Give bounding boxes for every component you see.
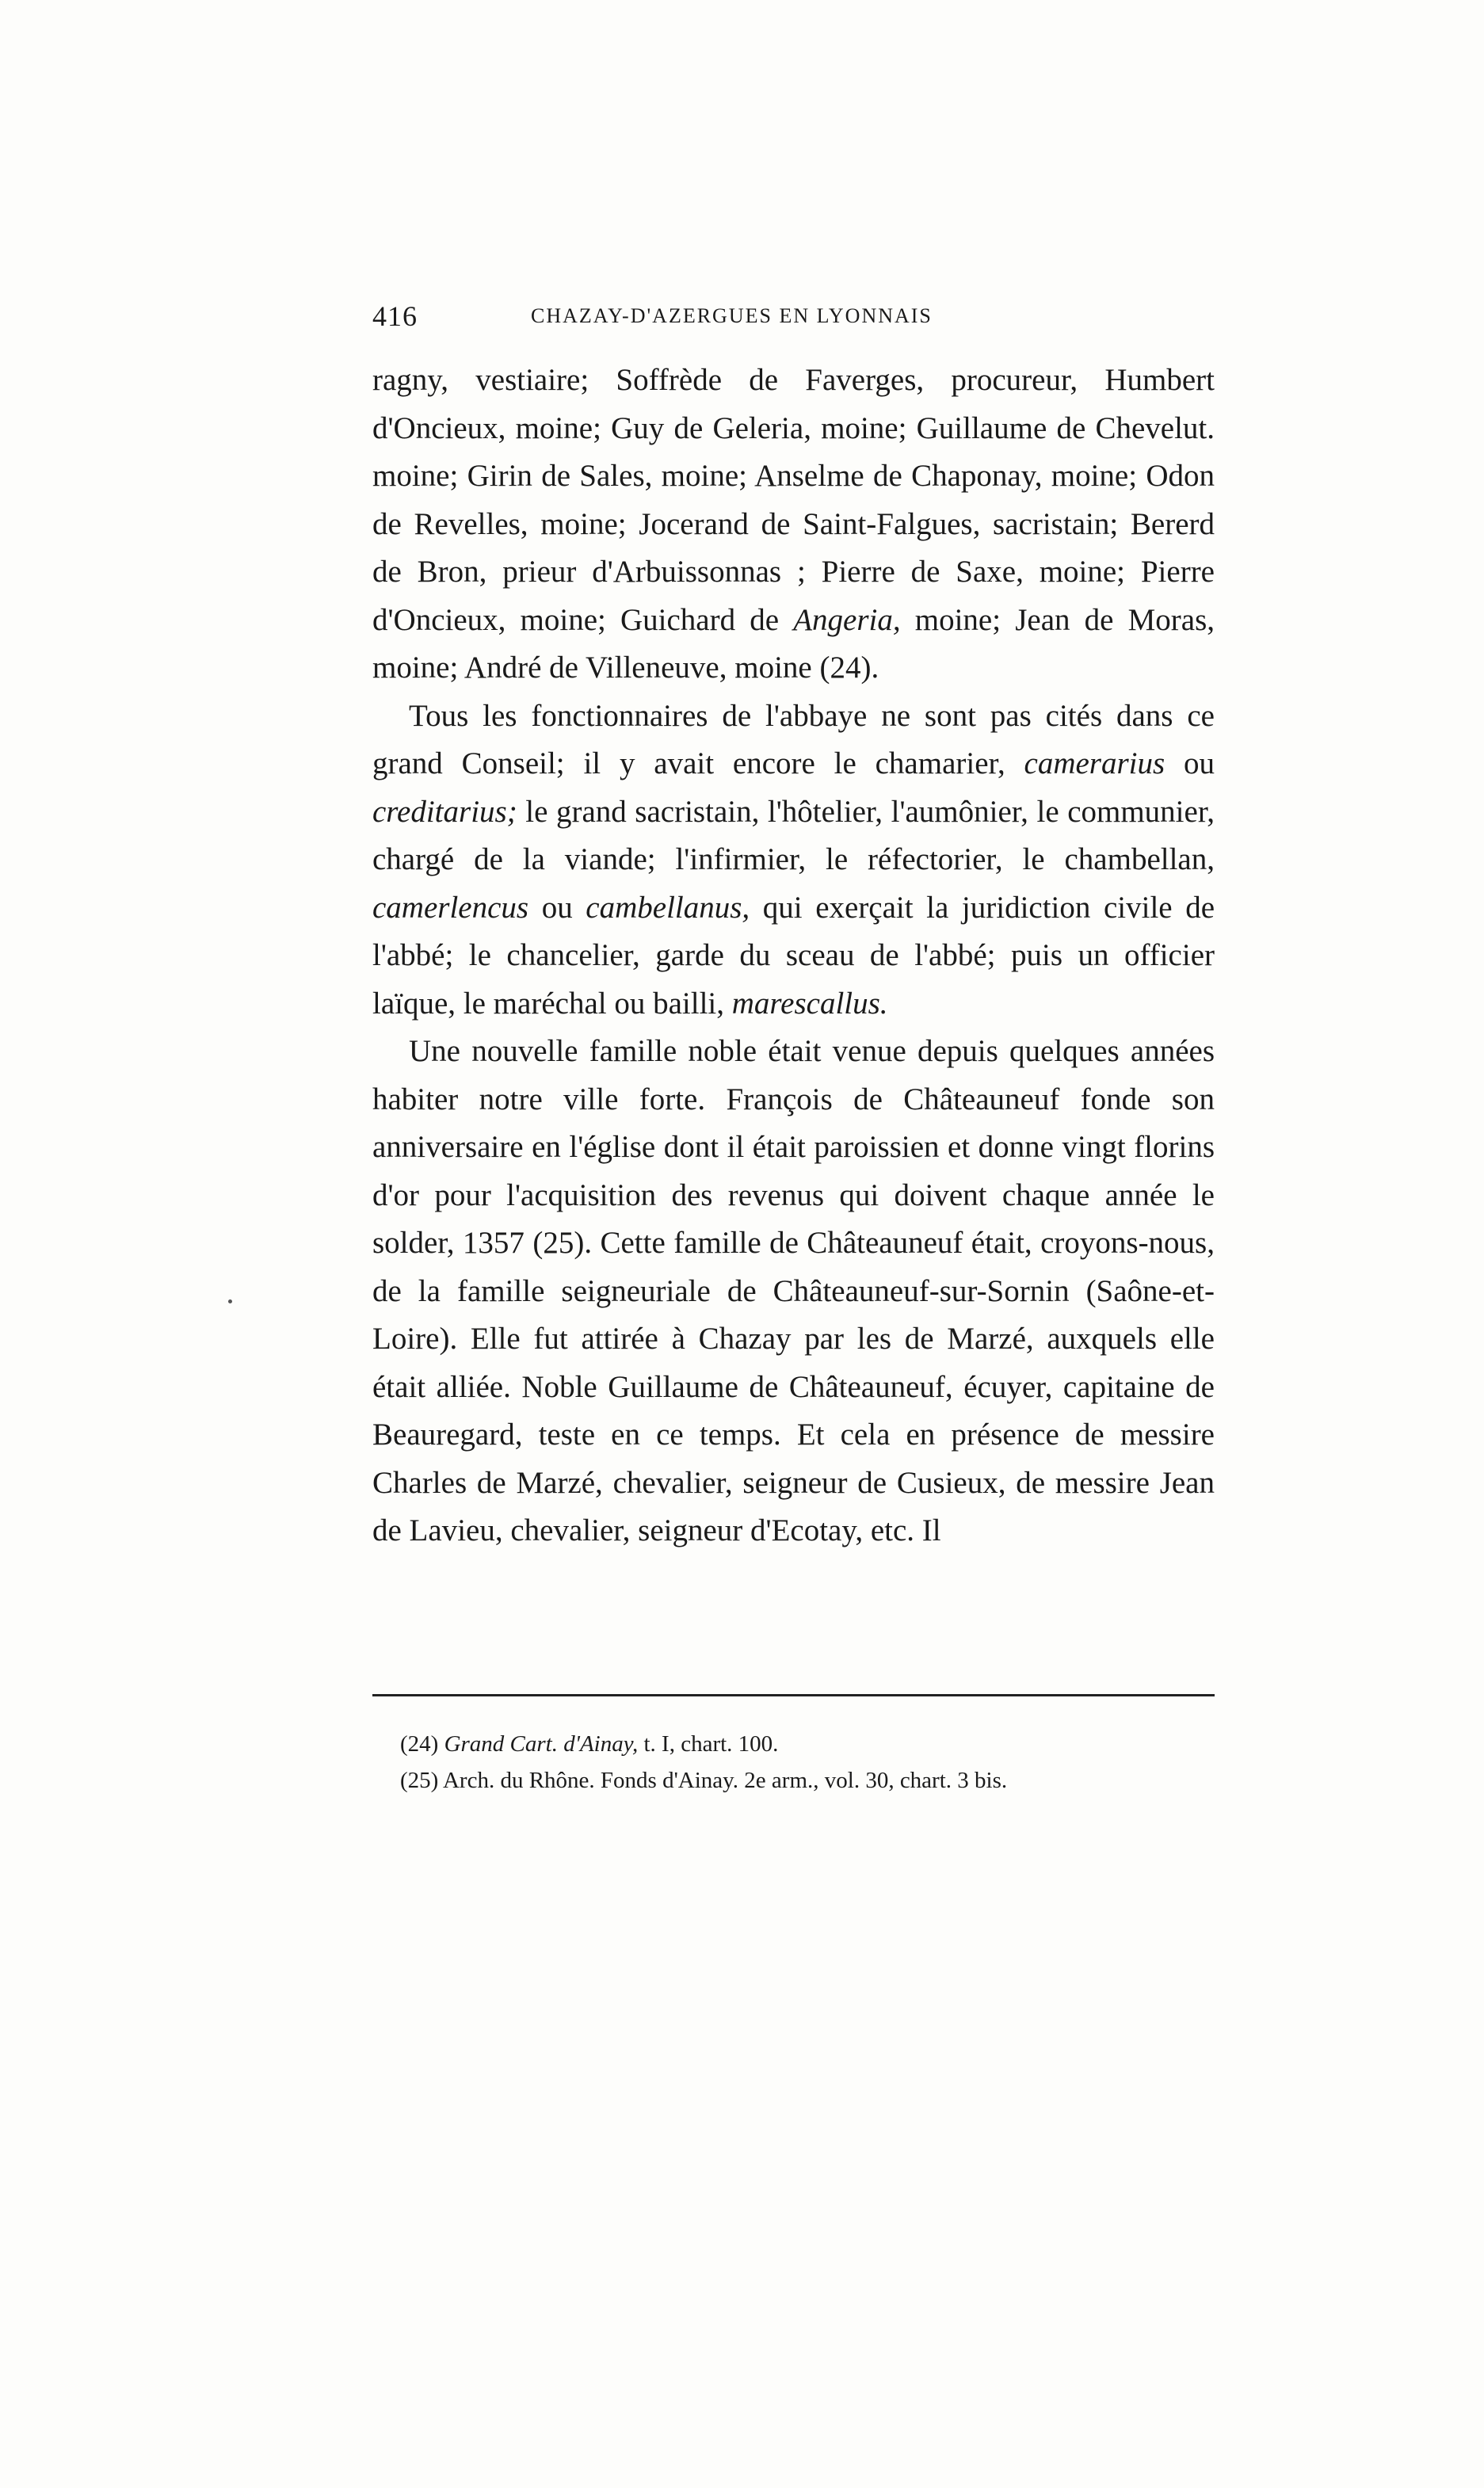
page-number: 416 [372,300,418,332]
paragraph-2-italic-c: camerlencus [372,890,529,925]
paragraph-2-text-d: ou [528,890,586,925]
footnote-24-mark: (24) [400,1731,439,1757]
paragraph-2-text-e: qui exerçait la juridiction civile de l'abbé; le chancelier, garde du sceau de l'abbé; puis un officier laïque, le maréchal ou bailli, [372,890,1215,1021]
paragraph-3-text: Une nouvelle famille noble était venue depuis quelques années habiter notre ville forte. François de Châteauneuf fonde son anniversaire en l'église dont il était paroissien et donne vingt florins d'or pour l'acquisition des revenus qui doivent chaque année le solder, 1357 (25). Cette famille de Châteauneuf était, croyons-nous, de la famille seigneuriale de Châteauneuf-sur-Sornin (Saône-et-Loire). Elle fut attirée à Chazay par les de Marzé, auxquels elle était alliée. Noble Guillaume de Châteauneuf, écuyer, capitaine de Beauregard, teste en ce temps. Et cela en présence de messire Charles de Marzé, chevalier, seigneur de Cusieux, de messire Jean de Lavieu, chevalier, seigneur d'Ecotay, etc. Il [372,1034,1215,1547]
paragraph-3 [372,1028,1215,1555]
body-text [372,357,1215,1555]
paragraph-2-text-b: ou [1165,746,1215,780]
footnote-24-text: t. I, chart. 100. [638,1731,779,1757]
paragraph-2-text-c: le grand sacristain, l'hôtelier, l'aumônier, le communier, chargé de la viande; l'infirmier, le réfectorier, le chambellan, [372,794,1215,876]
paragraph-1 [372,357,1215,693]
footnote-rule [372,1694,1215,1696]
footnote-24-italic: Grand Cart. d'Ainay, [444,1731,639,1757]
running-head: CHAZAY-D'AZERGUES EN LYONNAIS [531,304,933,327]
footnote-25-text: Arch. du Rhône. Fonds d'Ainay. 2e arm., vol. 30, chart. 3 bis. [442,1768,1008,1793]
paragraph-2-italic-a: camerarius [1024,746,1165,780]
paragraph-2-italic-d: cambellanus, [586,890,750,925]
paragraph-2 [372,693,1215,1028]
paragraph-2-italic-e: marescallus. [731,986,888,1021]
paragraph-1-text-b: moine; Jean de Moras, moine; André de Villeneuve, moine (24). [372,602,1215,685]
margin-speck [228,1299,232,1303]
footnotes [400,1726,1216,1799]
footnote-25-mark: (25) [400,1768,439,1793]
paragraph-1-italic-a: Angeria, [793,602,901,637]
page-header [372,300,1215,339]
paragraph-2-italic-b: creditarius; [372,794,517,829]
paragraph-1-text-a: ragny, vestiaire; Soffrède de Faverges, procureur, Humbert d'Oncieux, moine; Guy de Geleria, moine; Guillaume de Chevelut. moine; Girin de Sales, moine; Anselme de Chaponay, moine; Odon de Revelles, moine; Jocerand de Saint-Falgues, sacristain; Bererd de Bron, prieur d'Arbuissonnas ; Pierre de Saxe, moine; Pierre d'Oncieux, moine; Guichard de [372,363,1215,637]
paragraph-2-text-a: Tous les fonctionnaires de l'abbaye ne sont pas cités dans ce grand Conseil; il y avait encore le chamarier, [372,698,1215,780]
footnote-24 [400,1726,1216,1762]
footnote-25 [400,1762,1216,1799]
